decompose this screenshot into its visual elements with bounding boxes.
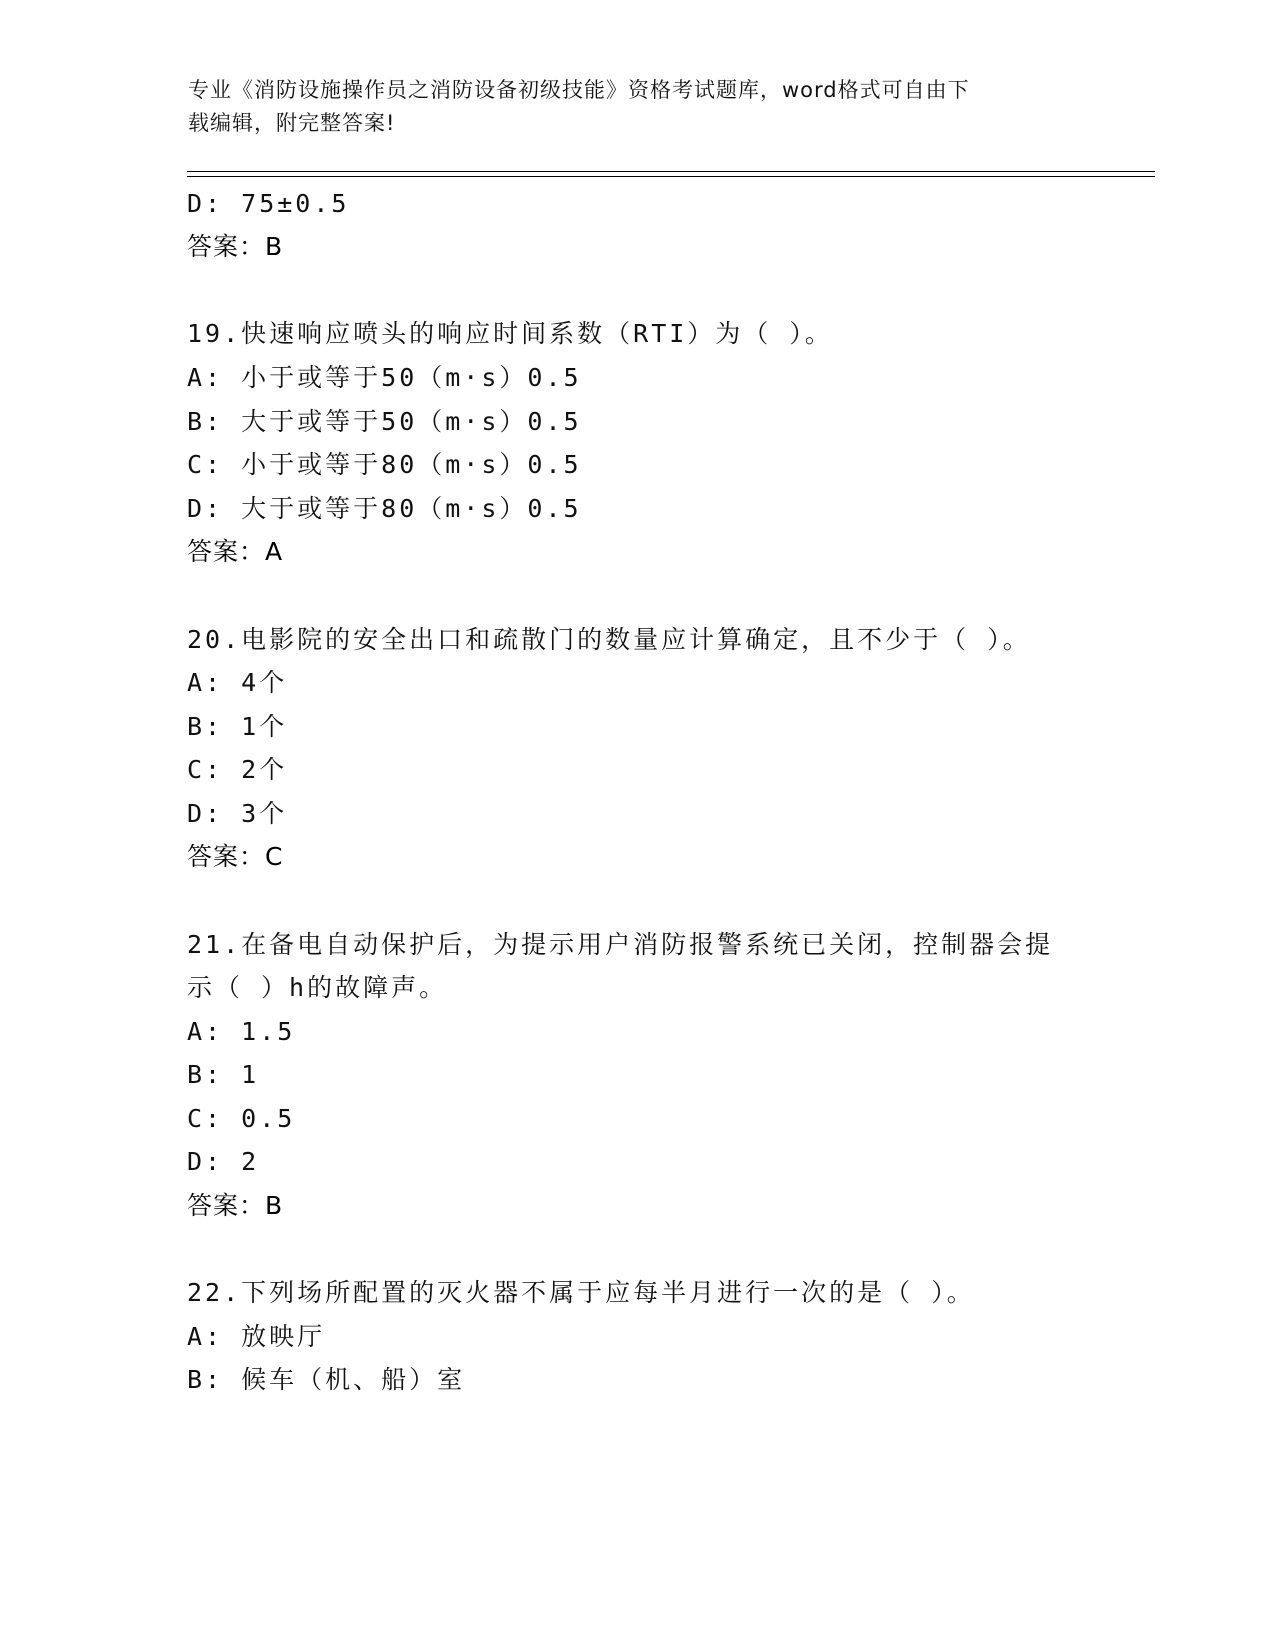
q22-option-a: A: 放映厅 xyxy=(187,1322,326,1351)
prev-option-d: D: 75±0.5 xyxy=(187,189,350,218)
q21-stem-line-2: 示（ ）h的故障声。 xyxy=(187,973,448,1002)
q19-option-a: A: 小于或等于50（m·s）0.5 xyxy=(187,363,582,392)
q19-answer: 答案：A xyxy=(187,537,284,566)
prev-answer: 答案：B xyxy=(187,232,284,261)
header-line-1: 专业《消防设施操作员之消防设备初级技能》资格考试题库，word格式可自由下 xyxy=(188,78,970,102)
q20-option-d: D: 3个 xyxy=(187,799,288,828)
q22-option-b: B: 候车（机、船）室 xyxy=(187,1365,466,1394)
q22-stem: 22.下列场所配置的灭火器不属于应每半月进行一次的是（ ）。 xyxy=(187,1278,975,1307)
q19-option-d: D: 大于或等于80（m·s）0.5 xyxy=(187,494,582,523)
q21-option-d: D: 2 xyxy=(187,1147,260,1176)
header-rule-top xyxy=(187,171,1155,172)
q19-stem: 19.快速响应喷头的响应时间系数（RTI）为（ ）。 xyxy=(187,319,833,348)
q19-option-c: C: 小于或等于80（m·s）0.5 xyxy=(187,450,582,479)
q20-option-c: C: 2个 xyxy=(187,755,288,784)
q21-answer: 答案：B xyxy=(187,1191,284,1220)
q19-option-b: B: 大于或等于50（m·s）0.5 xyxy=(187,407,582,436)
q21-option-b: B: 1 xyxy=(187,1060,260,1089)
q21-stem-line-1: 21.在备电自动保护后，为提示用户消防报警系统已关闭，控制器会提 xyxy=(187,930,1054,959)
header-line-2: 载编辑，附完整答案! xyxy=(188,111,396,135)
q20-answer: 答案：C xyxy=(187,842,284,871)
q21-option-c: C: 0.5 xyxy=(187,1104,296,1133)
header-rule-bottom xyxy=(187,176,1155,177)
page-header xyxy=(188,74,1088,140)
q20-stem: 20.电影院的安全出口和疏散门的数量应计算确定，且不少于（ ）。 xyxy=(187,625,1031,654)
q20-option-b: B: 1个 xyxy=(187,712,288,741)
q21-option-a: A: 1.5 xyxy=(187,1017,296,1046)
q20-option-a: A: 4个 xyxy=(187,668,288,697)
